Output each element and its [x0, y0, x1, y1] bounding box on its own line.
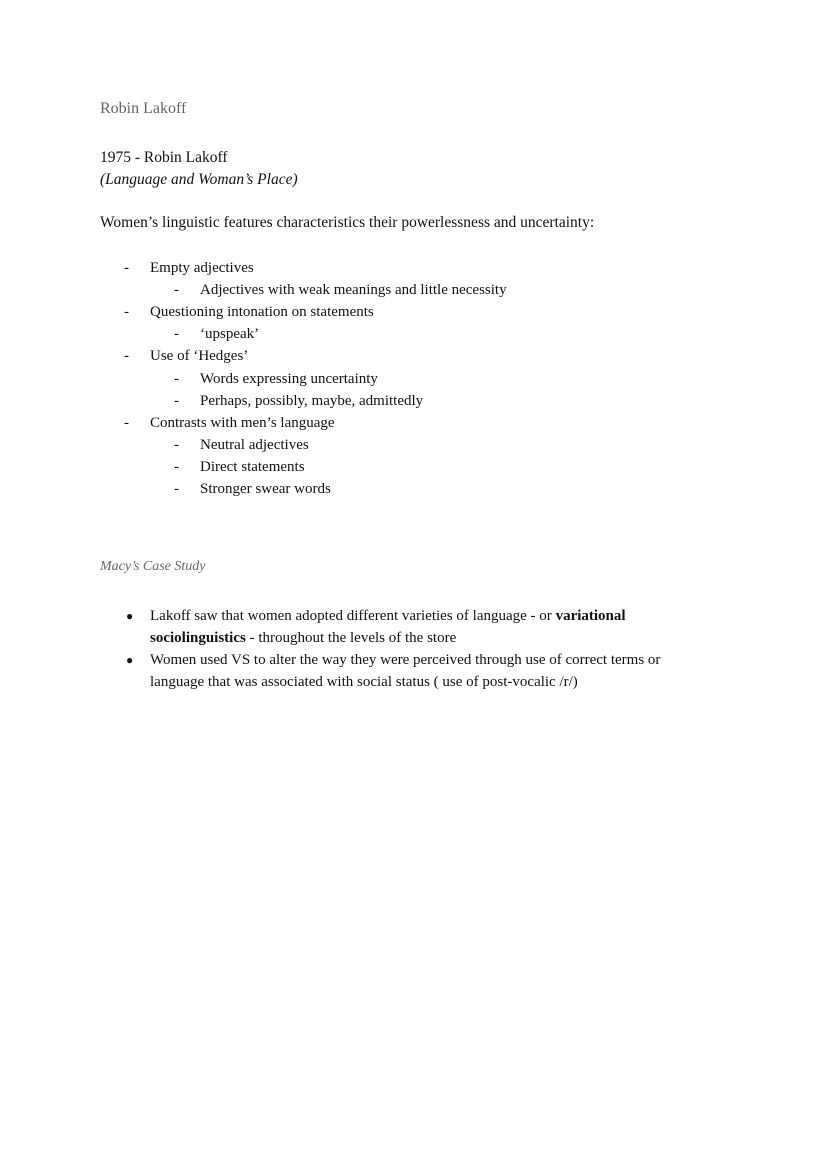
list-subitem: Stronger swear words	[200, 481, 331, 497]
list-dash: -	[174, 459, 179, 475]
case-bullet-1-line-1	[150, 605, 626, 627]
case-bullet-2-line-2: language that was associated with social status ( use of post-vocalic /r/)	[150, 674, 578, 690]
case-bullet-2-line-1: Women used VS to alter the way they were perceived through use of correct terms or	[150, 652, 661, 668]
list-subitem: Neutral adjectives	[200, 437, 309, 453]
list-dash: -	[124, 348, 129, 364]
list-item: Contrasts with men’s language	[150, 415, 335, 431]
list-dash: -	[124, 304, 129, 320]
bold-term: sociolinguistics	[150, 630, 246, 646]
document-title: Robin Lakoff	[100, 100, 187, 117]
list-dash: -	[124, 415, 129, 431]
year-author-line: 1975 - Robin Lakoff	[100, 149, 228, 166]
list-dash: -	[174, 326, 179, 342]
list-subitem: ‘upspeak’	[200, 326, 260, 342]
list-subitem: Perhaps, possibly, maybe, admittedly	[200, 393, 424, 409]
list-dash: -	[174, 481, 179, 497]
list-dash: -	[174, 371, 179, 387]
list-item: Use of ‘Hedges’	[150, 348, 249, 364]
bullet-text: - throughout the levels of the store	[245, 630, 457, 646]
list-subitem: Words expressing uncertainty	[200, 371, 378, 387]
book-title: (Language and Woman’s Place)	[100, 171, 298, 188]
case-study-title: Macy’s Case Study	[100, 559, 206, 574]
list-dash: -	[174, 437, 179, 453]
bullet-icon: ●	[126, 609, 134, 623]
list-dash: -	[174, 393, 179, 409]
case-bullet-1-line-2	[150, 627, 456, 649]
list-subitem: Direct statements	[200, 459, 305, 475]
list-item: Empty adjectives	[150, 260, 254, 276]
list-subitem: Adjectives with weak meanings and little necessity	[200, 282, 507, 298]
list-item: Questioning intonation on statements	[150, 304, 374, 320]
intro-paragraph: Women’s linguistic features characteristics their powerlessness and uncertainty:	[100, 214, 595, 231]
bold-term: variational	[555, 608, 626, 624]
list-dash: -	[174, 282, 179, 298]
list-dash: -	[124, 260, 129, 276]
bullet-text: Lakoff saw that women adopted different varieties of language - or	[150, 608, 556, 624]
bullet-icon: ●	[126, 653, 134, 667]
